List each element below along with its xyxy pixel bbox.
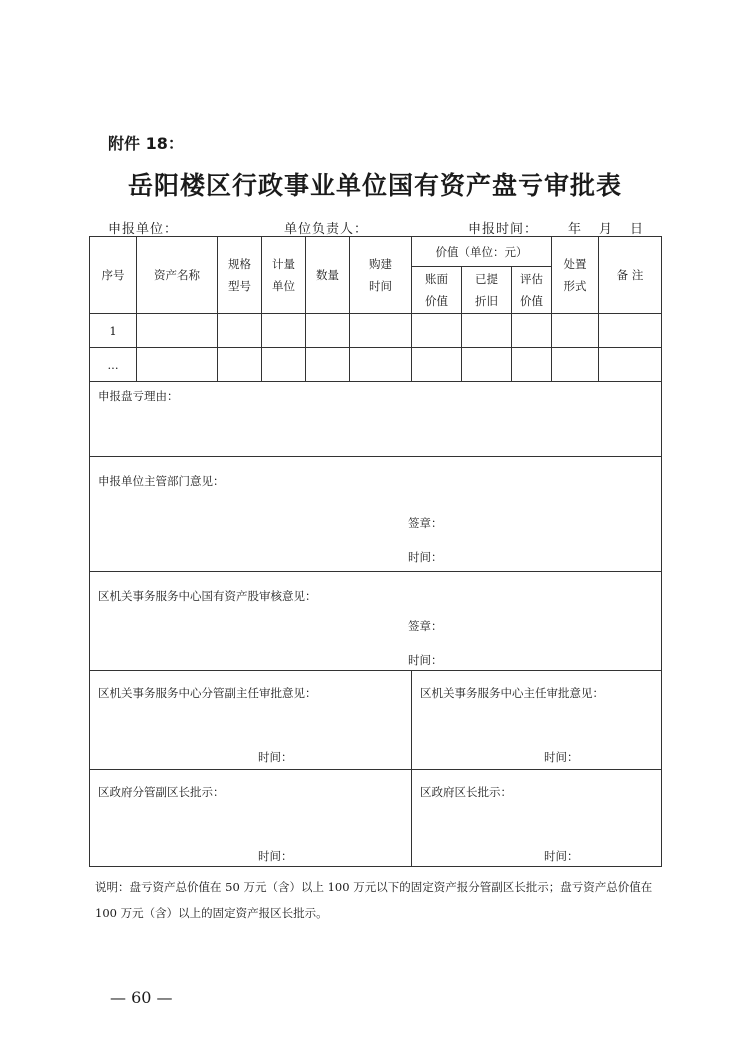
header-purchase-time-line2: 时间 (369, 279, 392, 293)
deputy-director-opinion-section[interactable] (90, 671, 412, 770)
supervisor-time-label: 时间： (408, 550, 443, 564)
cell-remarks[interactable] (599, 314, 662, 348)
supervisor-stamp-label: 签章： (408, 516, 443, 530)
cell-disposal-form[interactable] (552, 314, 599, 348)
unit-head-label: 单位负责人： (284, 222, 369, 237)
header-spec-model-line2: 型号 (228, 279, 251, 293)
cell-asset-name[interactable] (137, 314, 218, 348)
header-book-value (412, 267, 462, 314)
report-time-label: 申报时间： (468, 222, 539, 237)
cell-quantity[interactable] (306, 348, 350, 382)
year-label: 年 (568, 222, 582, 237)
table-row (90, 348, 662, 382)
header-book-value-line2: 价值 (425, 294, 448, 308)
cell-purchase-time[interactable] (350, 348, 412, 382)
cell-depreciation[interactable] (462, 314, 512, 348)
month-label: 月 (599, 222, 613, 237)
header-remarks: 备 注 (599, 237, 662, 314)
deputy-mayor-section[interactable] (90, 770, 412, 867)
cell-purchase-time[interactable] (350, 314, 412, 348)
deputy-mayor-label: 区政府分管副区长批示： (98, 785, 225, 799)
header-value-group: 价值（单位：元） (412, 237, 552, 267)
header-depreciation (462, 267, 512, 314)
header-assessed-value-line1: 评估 (520, 272, 543, 286)
cell-depreciation[interactable] (462, 348, 512, 382)
header-unit-line1: 计量 (272, 257, 295, 271)
cell-assessed-value[interactable] (512, 314, 552, 348)
header-unit-line2: 单位 (272, 279, 295, 293)
state-asset-time-label: 时间： (408, 653, 443, 667)
mayor-section[interactable] (412, 770, 662, 867)
cell-spec-model[interactable] (218, 314, 262, 348)
director-opinion-label: 区机关事务服务中心主任审批意见： (420, 686, 604, 700)
header-purchase-time-line1: 购建 (369, 257, 392, 271)
header-unit (262, 237, 306, 314)
header-depreciation-line1: 已提 (475, 272, 498, 286)
header-assessed-value-line2: 价值 (520, 294, 543, 308)
deputy-director-opinion-label: 区机关事务服务中心分管副主任审批意见： (98, 686, 317, 700)
attachment-label: 附件 18： (108, 134, 184, 153)
header-disposal-form-line1: 处置 (563, 257, 587, 271)
mayor-time-label: 时间： (544, 849, 579, 863)
row-seq: 1 (90, 314, 137, 348)
reason-section[interactable] (90, 382, 662, 457)
header-purchase-time (350, 237, 412, 314)
day-label: 日 (630, 222, 644, 237)
state-asset-stamp-label: 签章： (408, 619, 443, 633)
mayor-label: 区政府区长批示： (420, 785, 512, 799)
cell-assessed-value[interactable] (512, 348, 552, 382)
header-quantity: 数量 (306, 237, 350, 314)
cell-disposal-form[interactable] (552, 348, 599, 382)
header-assessed-value (512, 267, 552, 314)
cell-book-value[interactable] (412, 314, 462, 348)
cell-book-value[interactable] (412, 348, 462, 382)
header-asset-name: 资产名称 (137, 237, 218, 314)
table-row (90, 314, 662, 348)
header-seq: 序号 (90, 237, 137, 314)
explanatory-note: 说明：盘亏资产总价值在 50 万元（含）以上 100 万元以下的固定资产报分管副区长批示；盘亏资产总价值在 100 万元（含）以上的固定资产报区长批示。 (95, 880, 653, 920)
deputy-director-time-label: 时间： (258, 750, 293, 764)
approval-form-table (89, 236, 662, 867)
director-time-label: 时间： (544, 750, 579, 764)
cell-asset-name[interactable] (137, 348, 218, 382)
director-opinion-section[interactable] (412, 671, 662, 770)
cell-quantity[interactable] (306, 314, 350, 348)
header-book-value-line1: 账面 (425, 272, 448, 286)
supervisor-opinion-section[interactable] (90, 457, 662, 572)
state-asset-opinion-label: 区机关事务服务中心国有资产股审核意见： (98, 589, 317, 603)
supervisor-opinion-label: 申报单位主管部门意见： (98, 474, 225, 488)
header-disposal-form-line2: 形式 (563, 279, 587, 293)
header-disposal-form (552, 237, 599, 314)
reporting-unit-label: 申报单位： (108, 222, 179, 237)
cell-remarks[interactable] (599, 348, 662, 382)
cell-unit[interactable] (262, 314, 306, 348)
state-asset-opinion-section[interactable] (90, 572, 662, 671)
row-seq: ... (90, 348, 137, 382)
cell-unit[interactable] (262, 348, 306, 382)
header-spec-model (218, 237, 262, 314)
page-title: 岳阳楼区行政事业单位国有资产盘亏审批表 (127, 171, 622, 200)
header-depreciation-line2: 折旧 (475, 294, 498, 308)
header-spec-model-line1: 规格 (228, 257, 251, 271)
cell-spec-model[interactable] (218, 348, 262, 382)
page-number: — 60 — (110, 988, 173, 1007)
deputy-mayor-time-label: 时间： (258, 849, 293, 863)
reason-label: 申报盘亏理由： (98, 389, 179, 403)
